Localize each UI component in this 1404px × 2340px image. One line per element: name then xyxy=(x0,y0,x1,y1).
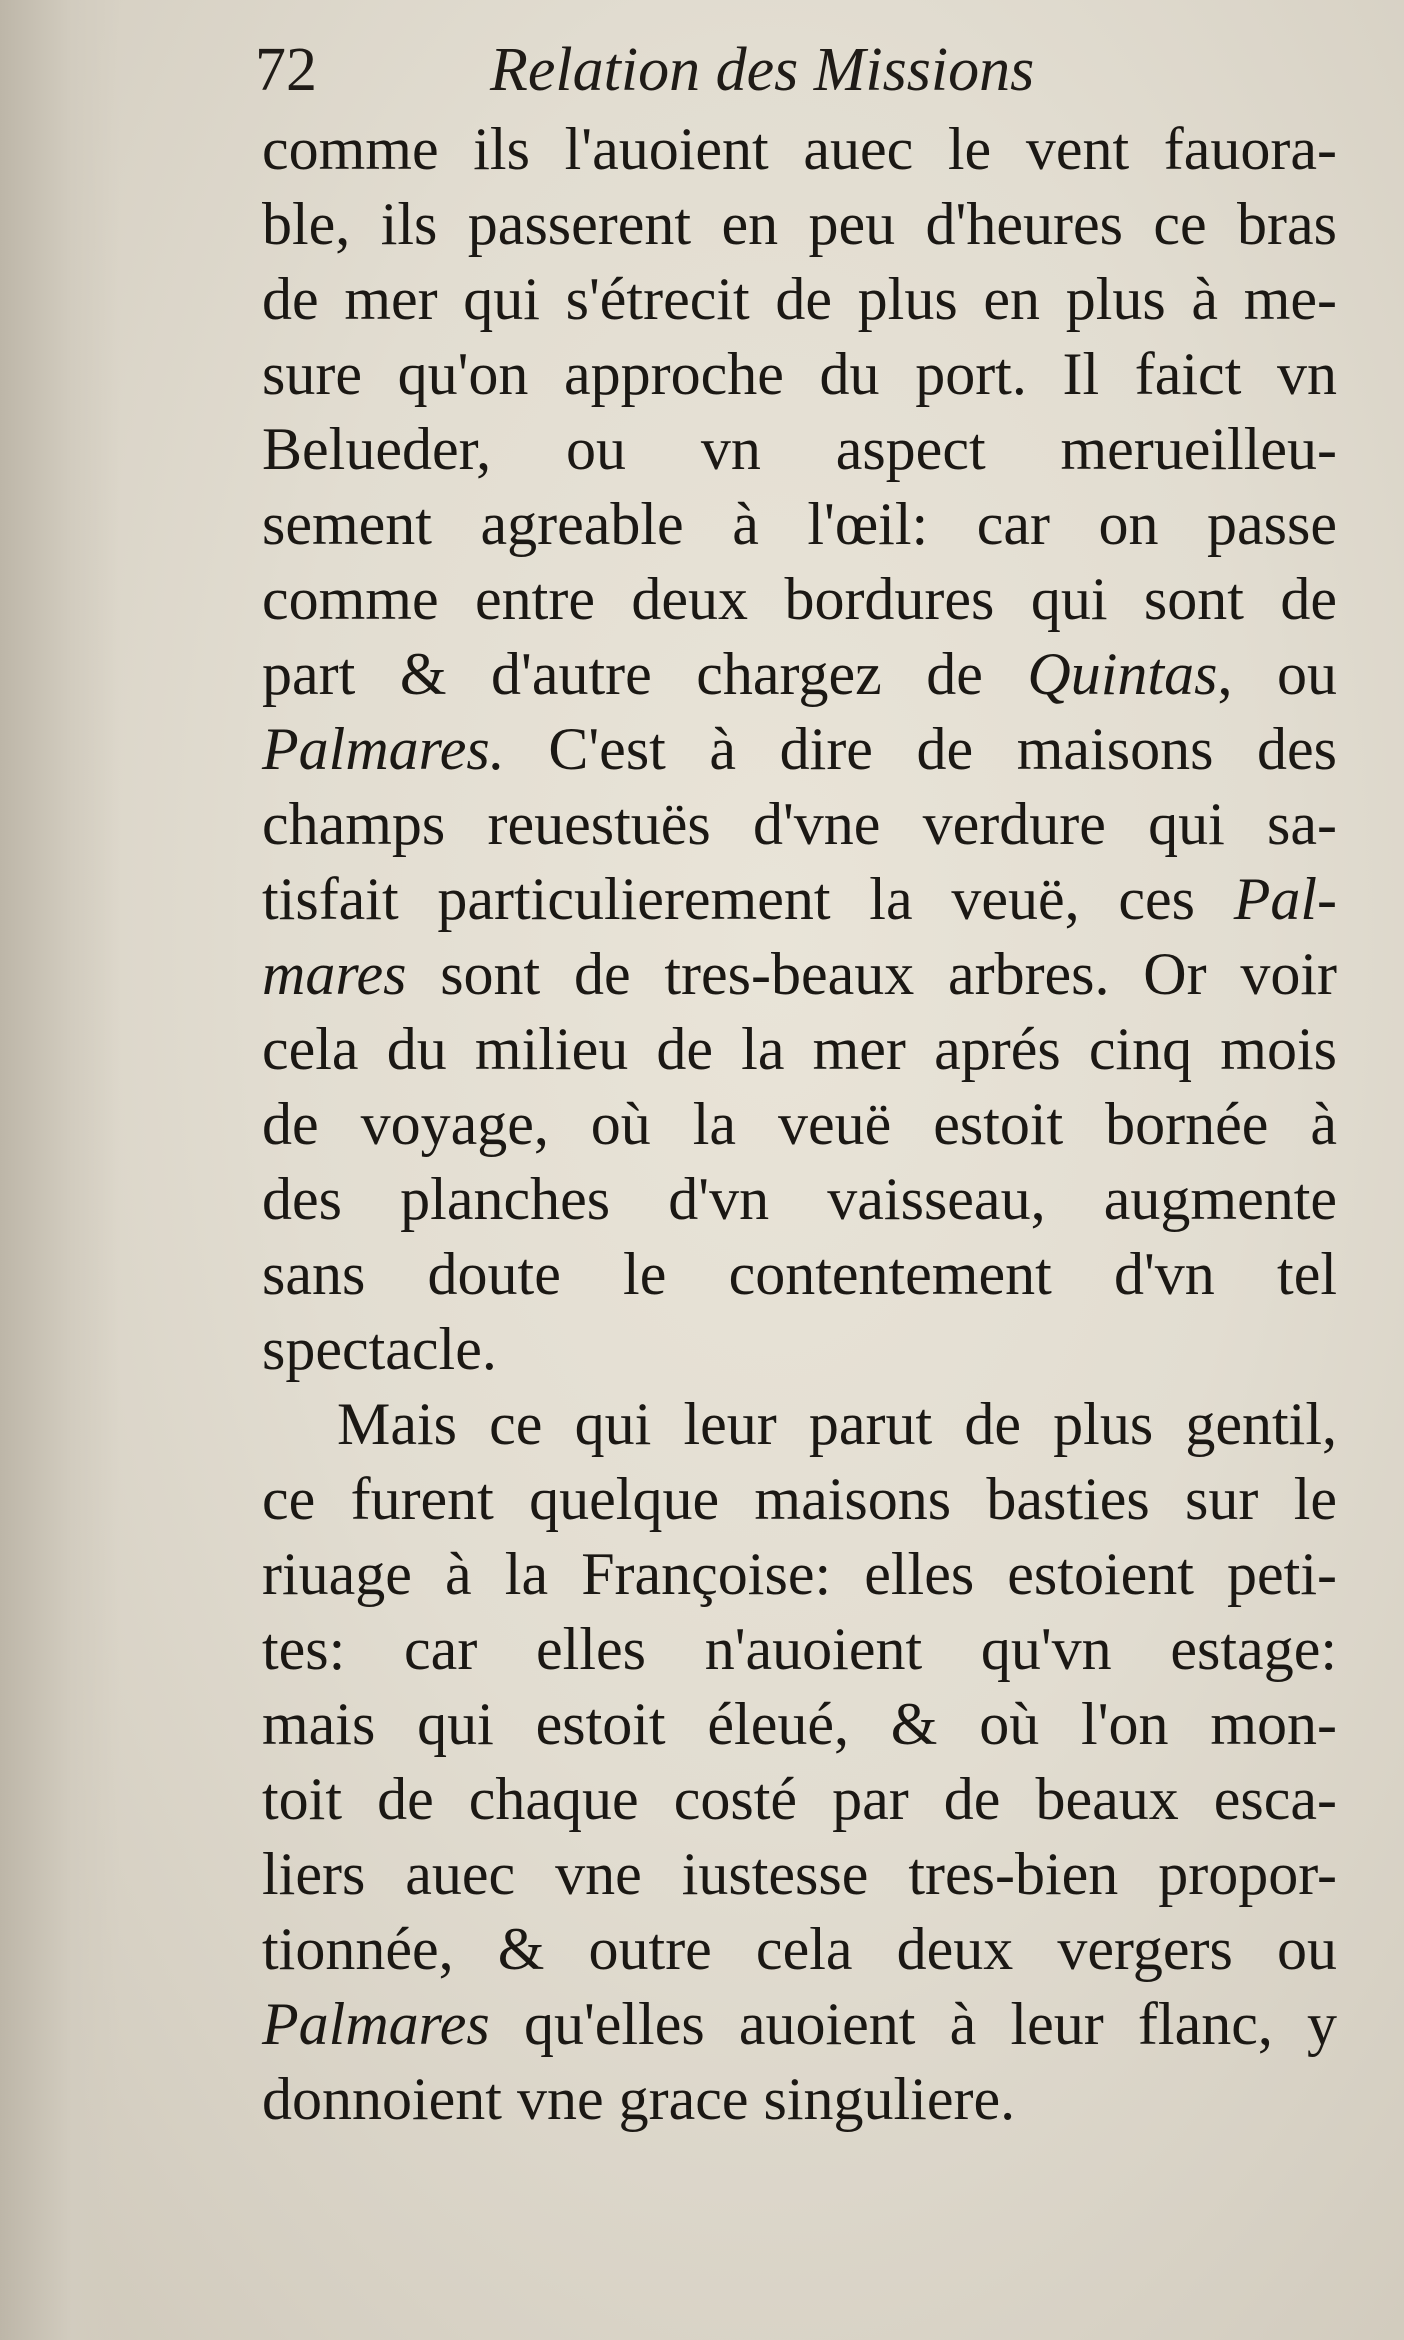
text-segment: de mer qui s'étrecit de plus en plus à me- xyxy=(262,266,1337,332)
italic-word: Palmares xyxy=(262,1991,490,2057)
text-line xyxy=(262,1987,1337,2062)
text-line xyxy=(262,1462,1337,1537)
text-line xyxy=(262,112,1337,187)
text-segment: cela du milieu de la mer aprés cinq mois xyxy=(262,1016,1337,1082)
text-line xyxy=(262,637,1337,712)
text-line xyxy=(262,1687,1337,1762)
text-segment: spectacle. xyxy=(262,1316,497,1382)
text-segment: liers auec vne iustesse tres-bien propor- xyxy=(262,1841,1337,1907)
running-title: Relation des Missions xyxy=(490,36,1035,104)
paragraph xyxy=(262,1387,1337,2137)
text-segment: ble, ils passerent en peu d'heures ce bras xyxy=(262,191,1337,257)
italic-word: Palmares. xyxy=(262,716,505,782)
text-line xyxy=(262,1387,1337,1462)
text-segment: part & d'autre chargez de xyxy=(262,641,1028,707)
text-segment: ce furent quelque maisons basties sur le xyxy=(262,1466,1337,1532)
text-segment: C'est à dire de maisons des xyxy=(504,716,1337,782)
text-segment: qu'elles auoient à leur flanc, y xyxy=(489,1991,1337,2057)
text-line xyxy=(262,412,1337,487)
body-text xyxy=(262,112,1337,2137)
text-line xyxy=(262,2062,1337,2137)
text-segment: Belueder, ou vn aspect merueilleu- xyxy=(262,416,1337,482)
italic-word: Quintas xyxy=(1027,641,1218,707)
text-line xyxy=(262,487,1337,562)
text-segment: toit de chaque costé par de beaux esca- xyxy=(262,1766,1337,1832)
text-segment: sont de tres-beaux arbres. Or voir xyxy=(406,941,1337,1007)
text-line xyxy=(262,1012,1337,1087)
text-line xyxy=(262,1312,1337,1387)
text-segment: comme ils l'auoient auec le vent fauora- xyxy=(262,116,1337,182)
text-line xyxy=(262,1162,1337,1237)
text-segment: tisfait particulierement la veuë, ces xyxy=(262,866,1234,932)
text-line xyxy=(262,562,1337,637)
text-line xyxy=(262,262,1337,337)
text-line xyxy=(262,1612,1337,1687)
text-line xyxy=(262,712,1337,787)
text-segment: comme entre deux bordures qui sont de xyxy=(262,566,1337,632)
text-line xyxy=(262,1237,1337,1312)
text-line xyxy=(262,862,1337,937)
paragraph xyxy=(262,112,1337,1387)
text-line xyxy=(262,1912,1337,1987)
text-segment: mais qui estoit éleué, & où l'on mon- xyxy=(262,1691,1337,1757)
text-segment: riuage à la Françoise: elles estoient peti- xyxy=(262,1541,1337,1607)
text-line xyxy=(262,787,1337,862)
text-segment: des planches d'vn vaisseau, augmente xyxy=(262,1166,1337,1232)
text-line xyxy=(262,1837,1337,1912)
text-line xyxy=(262,187,1337,262)
text-segment: sement agreable à l'œil: car on passe xyxy=(262,491,1337,557)
text-segment: champs reuestuës d'vne verdure qui sa- xyxy=(262,791,1337,857)
text-segment: de voyage, où la veuë estoit bornée à xyxy=(262,1091,1337,1157)
page-gutter-shadow xyxy=(0,0,120,2340)
italic-word: Pal- xyxy=(1233,866,1337,932)
text-segment: , ou xyxy=(1217,641,1337,707)
page-number: 72 xyxy=(255,36,317,104)
text-segment: sure qu'on approche du port. Il faict vn xyxy=(262,341,1337,407)
text-segment: tionnée, & outre cela deux vergers ou xyxy=(262,1916,1337,1982)
text-line xyxy=(262,1762,1337,1837)
text-line xyxy=(262,1537,1337,1612)
italic-word: mares xyxy=(262,941,407,1007)
text-segment: tes: car elles n'auoient qu'vn estage: xyxy=(262,1616,1337,1682)
running-head xyxy=(255,30,1255,110)
text-line xyxy=(262,1087,1337,1162)
text-line xyxy=(262,937,1337,1012)
text-segment: sans doute le contentement d'vn tel xyxy=(262,1241,1337,1307)
text-segment: Mais ce qui leur parut de plus gentil, xyxy=(337,1391,1337,1457)
text-line xyxy=(262,337,1337,412)
text-segment: donnoient vne grace singuliere. xyxy=(262,2066,1016,2132)
